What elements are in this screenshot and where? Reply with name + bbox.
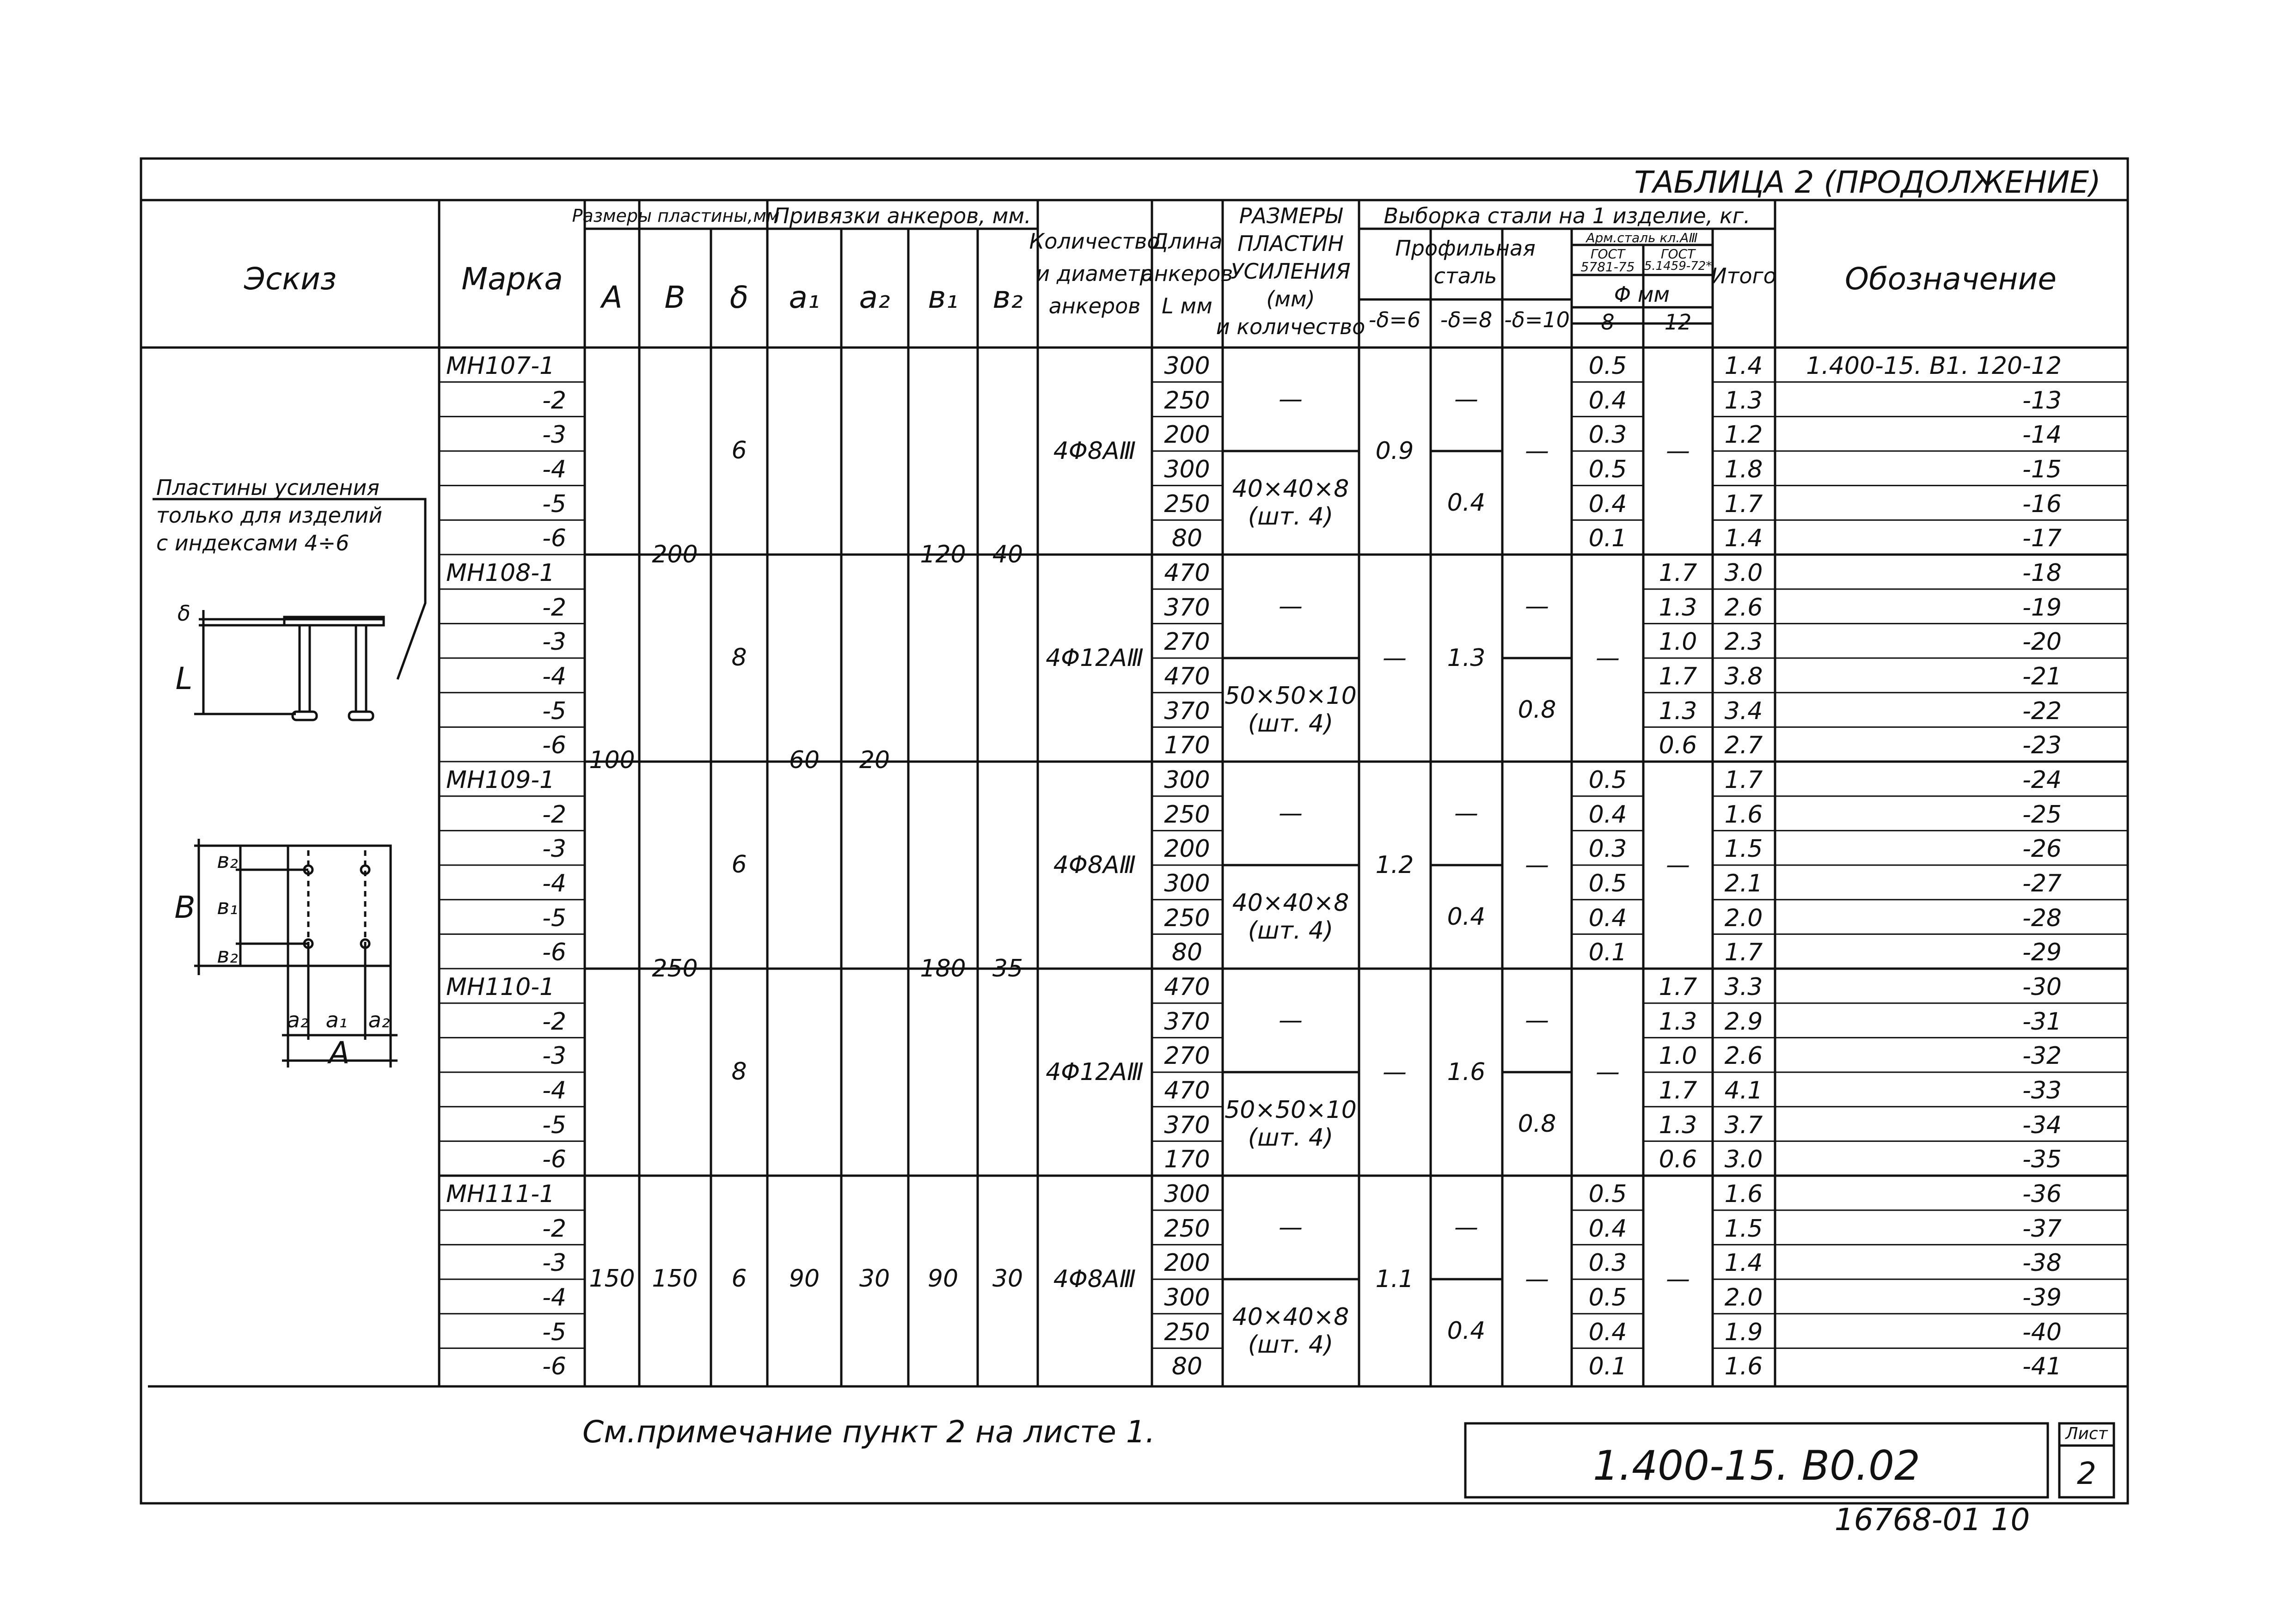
header-phi: Φ мм bbox=[1614, 282, 1670, 307]
rebar12-cell: 1.7 bbox=[1659, 559, 1697, 587]
steel-d10-dash-cell: — bbox=[1525, 592, 1549, 621]
dim-delta-6a: 6 bbox=[731, 437, 747, 464]
designation-cell: -13 bbox=[2022, 386, 2062, 415]
header-d6: -δ=6 bbox=[1368, 307, 1421, 332]
total-cell: 2.0 bbox=[1724, 1284, 1763, 1312]
document-code: 1.400-15. В0.02 bbox=[1593, 1442, 1920, 1489]
rebar8-cell: 0.5 bbox=[1588, 456, 1627, 483]
designation-cell: -25 bbox=[2022, 800, 2062, 829]
dim-b1-180: 180 bbox=[920, 955, 966, 982]
anchors-cell: 4Φ12АⅢ bbox=[1046, 644, 1144, 672]
length-cell: 370 bbox=[1164, 593, 1210, 622]
rebar8-cell: 0.4 bbox=[1588, 1214, 1627, 1243]
mark-cell: -3 bbox=[542, 1249, 566, 1277]
rebar8-cell: 0.1 bbox=[1588, 939, 1627, 967]
total-cell: 2.6 bbox=[1724, 1042, 1763, 1070]
dim-delta-8a: 8 bbox=[731, 644, 747, 671]
designation-cell: -26 bbox=[2022, 835, 2062, 863]
steel-d10-cell: 0.8 bbox=[1518, 696, 1556, 724]
length-cell: 200 bbox=[1164, 835, 1210, 863]
rebar12-cell: 1.7 bbox=[1659, 663, 1697, 691]
header-anchor-ties: Привязки анкеров, мм. bbox=[773, 203, 1031, 228]
designation-cell: -23 bbox=[2022, 732, 2062, 760]
header-gost2-a: ГОСТ bbox=[1660, 246, 1696, 262]
total-cell: 2.3 bbox=[1724, 628, 1763, 656]
header-reinf-1: РАЗМЕРЫ bbox=[1239, 203, 1342, 228]
designation-cell: -35 bbox=[2022, 1146, 2062, 1174]
total-cell: 3.4 bbox=[1724, 697, 1763, 725]
sketch-label-a1: a₁ bbox=[325, 1007, 348, 1032]
steel-d8-dash-cell: — bbox=[1454, 385, 1478, 413]
mark-cell: -5 bbox=[542, 904, 566, 932]
rebar12-cell: 1.7 bbox=[1659, 973, 1697, 1001]
mark-cell: -2 bbox=[542, 1007, 566, 1036]
dim-delta-6c: 6 bbox=[731, 1265, 747, 1293]
steel-d8-cell: 1.6 bbox=[1447, 1058, 1486, 1086]
header-d10: -δ=10 bbox=[1504, 307, 1570, 332]
rebar12-cell: 1.3 bbox=[1659, 593, 1697, 622]
steel-d6-cell: 1.1 bbox=[1375, 1265, 1414, 1294]
length-cell: 300 bbox=[1164, 766, 1210, 794]
archive-number: 16768-01 10 bbox=[1834, 1502, 2030, 1538]
sketch-label-a2-left: a₂ bbox=[287, 1007, 309, 1032]
header-reinf-2: ПЛАСТИН bbox=[1237, 231, 1344, 256]
header-mark: Марка bbox=[461, 261, 563, 297]
length-cell: 80 bbox=[1171, 525, 1203, 553]
steel-d6-cell: — bbox=[1383, 1058, 1407, 1086]
mark-cell: -4 bbox=[542, 870, 566, 898]
total-cell: 1.4 bbox=[1724, 525, 1763, 553]
reinf-dash-cell: — bbox=[1279, 592, 1303, 621]
length-cell: 200 bbox=[1164, 1249, 1210, 1277]
steel-d10-cell: — bbox=[1525, 437, 1549, 465]
designation-cell: -38 bbox=[2022, 1249, 2062, 1277]
designation-cell: -33 bbox=[2022, 1077, 2062, 1105]
length-cell: 300 bbox=[1164, 456, 1210, 483]
header-reinf-5: и количество bbox=[1216, 314, 1365, 339]
mark-cell: -6 bbox=[542, 1146, 566, 1174]
reinf-dash-cell: — bbox=[1279, 385, 1303, 413]
total-cell: 1.6 bbox=[1724, 1180, 1763, 1208]
header-a2: a₂ bbox=[859, 280, 890, 315]
rebar12-dash-cell: — bbox=[1666, 1265, 1690, 1294]
rebar12-cell: 0.6 bbox=[1659, 1146, 1697, 1174]
designation-cell: -15 bbox=[2022, 456, 2062, 483]
header-profile-1: Профильная bbox=[1395, 236, 1536, 261]
sketch-label-a2-right: a₂ bbox=[368, 1007, 390, 1032]
reinf-dash-cell: — bbox=[1279, 1214, 1303, 1242]
header-p12: 12 bbox=[1664, 310, 1692, 335]
rebar8-cell: 0.1 bbox=[1588, 525, 1627, 553]
total-cell: 1.8 bbox=[1724, 456, 1763, 483]
header-reinf-4: (мм) bbox=[1266, 287, 1315, 311]
length-cell: 80 bbox=[1171, 1353, 1203, 1381]
length-cell: 300 bbox=[1164, 870, 1210, 898]
steel-d10-cell: 0.8 bbox=[1518, 1110, 1556, 1138]
rebar8-cell: 0.4 bbox=[1588, 1318, 1627, 1346]
length-cell: 80 bbox=[1171, 939, 1203, 967]
total-cell: 1.7 bbox=[1724, 490, 1763, 518]
rebar8-cell: 0.5 bbox=[1588, 1180, 1627, 1208]
dim-b2-30: 30 bbox=[992, 1265, 1023, 1293]
length-cell: 300 bbox=[1164, 1284, 1210, 1312]
designation-cell: -29 bbox=[2022, 939, 2062, 967]
designation-cell: -24 bbox=[2022, 766, 2062, 794]
mark-cell: -6 bbox=[542, 1353, 566, 1381]
dim-delta-8b: 8 bbox=[731, 1058, 747, 1086]
steel-d8-cell: 1.3 bbox=[1447, 644, 1486, 672]
total-cell: 1.2 bbox=[1724, 421, 1763, 449]
steel-d8-cell: 0.4 bbox=[1447, 489, 1486, 517]
designation-cell: 1.400-15. В1. 120-12 bbox=[1806, 352, 2062, 380]
designation-cell: -14 bbox=[2022, 421, 2062, 449]
mark-cell: -6 bbox=[542, 732, 566, 760]
mark-cell: -3 bbox=[542, 421, 566, 449]
designation-cell: -17 bbox=[2022, 525, 2062, 553]
mark-cell: -3 bbox=[542, 1042, 566, 1070]
rebar8-cell: 0.3 bbox=[1588, 1249, 1627, 1277]
mark-cell: -6 bbox=[542, 939, 566, 967]
total-cell: 2.7 bbox=[1724, 732, 1763, 760]
rebar12-cell: 0.6 bbox=[1659, 732, 1697, 760]
header-sketch: Эскиз bbox=[244, 261, 337, 297]
dim-B-150: 150 bbox=[652, 1265, 698, 1293]
length-cell: 170 bbox=[1164, 732, 1210, 760]
length-cell: 250 bbox=[1164, 904, 1210, 932]
header-plate-sizes: Размеры пластины,мм bbox=[572, 206, 780, 226]
total-cell: 3.8 bbox=[1724, 663, 1763, 691]
header-gost1-b: 5781-75 bbox=[1580, 259, 1635, 275]
header-p8: 8 bbox=[1601, 310, 1615, 335]
total-cell: 2.6 bbox=[1724, 593, 1763, 622]
designation-cell: -27 bbox=[2022, 870, 2062, 898]
header-B: В bbox=[664, 280, 686, 315]
mark-cell: МН109-1 bbox=[446, 766, 555, 794]
header-designation: Обозначение bbox=[1845, 261, 2057, 297]
length-cell: 370 bbox=[1164, 697, 1210, 725]
steel-d10-dash-cell: — bbox=[1525, 1007, 1549, 1035]
dim-b1-120: 120 bbox=[920, 541, 966, 568]
mark-cell: -4 bbox=[542, 1284, 566, 1312]
reinf-dash-cell: — bbox=[1279, 799, 1303, 828]
sketch-label-L: L bbox=[175, 661, 193, 696]
designation-cell: -34 bbox=[2022, 1111, 2062, 1139]
length-cell: 250 bbox=[1164, 386, 1210, 415]
header-len-2: анкеров bbox=[1141, 261, 1233, 286]
length-cell: 470 bbox=[1164, 663, 1210, 691]
rebar8-cell: 0.5 bbox=[1588, 766, 1627, 794]
rebar12-dash-cell: — bbox=[1666, 851, 1690, 879]
steel-d8-cell: 0.4 bbox=[1447, 1317, 1486, 1345]
rebar8-cell: 0.3 bbox=[1588, 421, 1627, 449]
total-cell: 3.0 bbox=[1724, 1146, 1763, 1174]
footer-note: См.примечание пункт 2 на листе 1. bbox=[582, 1414, 1155, 1450]
mark-cell: -5 bbox=[542, 697, 566, 725]
length-cell: 470 bbox=[1164, 559, 1210, 587]
designation-cell: -36 bbox=[2022, 1180, 2062, 1208]
reinf-size-cell: 40×40×8 bbox=[1232, 1303, 1349, 1331]
reinf-size-cell: 40×40×8 bbox=[1232, 889, 1349, 917]
rebar12-cell: 1.3 bbox=[1659, 697, 1697, 725]
total-cell: 1.7 bbox=[1724, 939, 1763, 967]
rebar8-cell: 0.4 bbox=[1588, 386, 1627, 415]
header-gost1-a: ГОСТ bbox=[1590, 246, 1625, 262]
header-b2: в₂ bbox=[992, 280, 1023, 315]
steel-d8-dash-cell: — bbox=[1454, 1214, 1478, 1242]
dim-A-100: 100 bbox=[589, 746, 635, 774]
total-cell: 1.9 bbox=[1724, 1318, 1763, 1346]
rebar8-cell: 0.4 bbox=[1588, 904, 1627, 932]
header-profile-2: сталь bbox=[1433, 263, 1497, 288]
reinf-qty-cell: (шт. 4) bbox=[1248, 917, 1334, 945]
reinf-size-cell: 40×40×8 bbox=[1232, 475, 1349, 503]
reinf-qty-cell: (шт. 4) bbox=[1248, 1331, 1334, 1359]
steel-d10-cell: — bbox=[1525, 1265, 1549, 1294]
dim-b2-35: 35 bbox=[992, 955, 1023, 982]
steel-d8-dash-cell: — bbox=[1454, 799, 1478, 828]
header-qty-2: и диаметр bbox=[1036, 261, 1153, 286]
rebar8-cell: 0.5 bbox=[1588, 352, 1627, 380]
header-b1: в₁ bbox=[928, 280, 958, 315]
total-cell: 3.0 bbox=[1724, 559, 1763, 587]
reinf-qty-cell: (шт. 4) bbox=[1248, 503, 1334, 531]
designation-cell: -39 bbox=[2022, 1284, 2062, 1312]
designation-cell: -31 bbox=[2022, 1007, 2062, 1036]
rebar8-cell: 0.4 bbox=[1588, 800, 1627, 829]
rebar12-dash-cell: — bbox=[1666, 437, 1690, 465]
length-cell: 250 bbox=[1164, 800, 1210, 829]
designation-cell: -37 bbox=[2022, 1214, 2062, 1243]
header-a1: a₁ bbox=[789, 280, 820, 315]
total-cell: 1.6 bbox=[1724, 800, 1763, 829]
anchors-cell: 4Φ8АⅢ bbox=[1053, 437, 1136, 465]
header-steel: Выборка стали на 1 изделие, кг. bbox=[1384, 203, 1751, 228]
steel-d10-cell: — bbox=[1525, 851, 1549, 879]
rebar12-cell: 1.7 bbox=[1659, 1077, 1697, 1105]
mark-cell: -2 bbox=[542, 386, 566, 415]
designation-cell: -18 bbox=[2022, 559, 2062, 587]
reinf-size-cell: 50×50×10 bbox=[1225, 682, 1357, 710]
steel-d6-cell: — bbox=[1383, 644, 1407, 672]
designation-cell: -16 bbox=[2022, 490, 2062, 518]
mark-cell: -5 bbox=[542, 1318, 566, 1346]
mark-cell: -3 bbox=[542, 835, 566, 863]
mark-cell: МН111-1 bbox=[446, 1180, 555, 1208]
designation-cell: -22 bbox=[2022, 697, 2062, 725]
length-cell: 200 bbox=[1164, 421, 1210, 449]
length-cell: 370 bbox=[1164, 1007, 1210, 1036]
designation-cell: -19 bbox=[2022, 593, 2062, 622]
mark-cell: -4 bbox=[542, 456, 566, 483]
designation-cell: -41 bbox=[2022, 1353, 2062, 1381]
header-total: Итого bbox=[1711, 263, 1776, 288]
dim-b1-90: 90 bbox=[927, 1265, 959, 1293]
designation-cell: -30 bbox=[2022, 973, 2062, 1001]
designation-cell: -28 bbox=[2022, 904, 2062, 932]
designation-cell: -21 bbox=[2022, 663, 2062, 691]
total-cell: 2.1 bbox=[1724, 870, 1763, 898]
sketch-label-b2-bottom: в₂ bbox=[217, 943, 238, 968]
header-qty-1: Количество bbox=[1029, 229, 1160, 254]
length-cell: 370 bbox=[1164, 1111, 1210, 1139]
table-title: ТАБЛИЦА 2 (ПРОДОЛЖЕНИЕ) bbox=[1634, 165, 2101, 200]
mark-cell: -3 bbox=[542, 628, 566, 656]
rebar8-cell: 0.3 bbox=[1588, 835, 1627, 863]
rebar8-cell: 0.4 bbox=[1588, 490, 1627, 518]
total-cell: 2.0 bbox=[1724, 904, 1763, 932]
mark-cell: -2 bbox=[542, 800, 566, 829]
mark-cell: МН108-1 bbox=[446, 559, 555, 587]
dim-a1-90: 90 bbox=[789, 1265, 820, 1293]
total-cell: 1.5 bbox=[1724, 835, 1763, 863]
mark-cell: -2 bbox=[542, 593, 566, 622]
steel-d8-cell: 0.4 bbox=[1447, 903, 1486, 931]
total-cell: 1.5 bbox=[1724, 1214, 1763, 1243]
sketch-note-1: Пластины усиления bbox=[156, 475, 380, 500]
rebar8-cell: 0.5 bbox=[1588, 870, 1627, 898]
total-cell: 1.4 bbox=[1724, 352, 1763, 380]
mark-cell: МН107-1 bbox=[446, 352, 555, 380]
header-len-3: L мм bbox=[1162, 293, 1212, 318]
designation-cell: -32 bbox=[2022, 1042, 2062, 1070]
length-cell: 270 bbox=[1164, 628, 1210, 656]
length-cell: 170 bbox=[1164, 1146, 1210, 1174]
length-cell: 250 bbox=[1164, 1214, 1210, 1243]
total-cell: 3.3 bbox=[1724, 973, 1763, 1001]
dim-B-200: 200 bbox=[652, 541, 698, 568]
total-cell: 1.6 bbox=[1724, 1353, 1763, 1381]
sketch-label-delta: δ bbox=[177, 601, 191, 626]
sketch-label-A: А bbox=[329, 1035, 350, 1071]
mark-cell: -4 bbox=[542, 1077, 566, 1105]
length-cell: 470 bbox=[1164, 1077, 1210, 1105]
rebar8-dash-cell: — bbox=[1596, 644, 1620, 672]
length-cell: 300 bbox=[1164, 1180, 1210, 1208]
total-cell: 1.3 bbox=[1724, 386, 1763, 415]
total-cell: 4.1 bbox=[1724, 1077, 1763, 1105]
total-cell: 1.4 bbox=[1724, 1249, 1763, 1277]
header-delta: δ bbox=[729, 280, 749, 315]
dim-b2-40: 40 bbox=[992, 541, 1023, 568]
sketch-label-b1: в₁ bbox=[217, 894, 238, 919]
reinf-size-cell: 50×50×10 bbox=[1225, 1096, 1357, 1124]
header-rebar: Арм.сталь кл.АⅢ bbox=[1586, 230, 1698, 245]
header-d8: -δ=8 bbox=[1440, 307, 1493, 332]
reinf-qty-cell: (шт. 4) bbox=[1248, 1124, 1334, 1152]
length-cell: 470 bbox=[1164, 973, 1210, 1001]
total-cell: 1.7 bbox=[1724, 766, 1763, 794]
steel-d6-cell: 1.2 bbox=[1375, 851, 1414, 879]
sketch-label-b2-top: в₂ bbox=[217, 848, 238, 873]
sketch-note-3: с индексами 4÷6 bbox=[156, 531, 349, 555]
dim-B-250: 250 bbox=[652, 955, 698, 982]
rebar12-cell: 1.3 bbox=[1659, 1007, 1697, 1036]
anchors-cell: 4Φ8АⅢ bbox=[1053, 851, 1136, 879]
length-cell: 250 bbox=[1164, 490, 1210, 518]
length-cell: 270 bbox=[1164, 1042, 1210, 1070]
mark-cell: МН110-1 bbox=[446, 973, 555, 1001]
header-qty-3: анкеров bbox=[1048, 293, 1141, 318]
dim-a2-20: 20 bbox=[859, 746, 890, 774]
designation-cell: -40 bbox=[2022, 1318, 2062, 1346]
dim-a1-60: 60 bbox=[789, 746, 820, 774]
sheet-number: 2 bbox=[2077, 1456, 2096, 1491]
rebar8-dash-cell: — bbox=[1596, 1058, 1620, 1086]
rebar12-cell: 1.0 bbox=[1659, 1042, 1697, 1070]
steel-d6-cell: 0.9 bbox=[1375, 437, 1414, 465]
dim-a2-30: 30 bbox=[859, 1265, 890, 1293]
sketch-label-B: В bbox=[174, 890, 196, 925]
header-gost2-b: 5.1459-72* bbox=[1644, 259, 1712, 273]
rebar8-cell: 0.1 bbox=[1588, 1353, 1627, 1381]
header-reinf-3: УСИЛЕНИЯ bbox=[1231, 259, 1351, 284]
rebar8-cell: 0.5 bbox=[1588, 1284, 1627, 1312]
reinf-dash-cell: — bbox=[1279, 1007, 1303, 1035]
rebar12-cell: 1.3 bbox=[1659, 1111, 1697, 1139]
sketch-note-2: только для изделий bbox=[156, 503, 383, 528]
rebar12-cell: 1.0 bbox=[1659, 628, 1697, 656]
reinf-qty-cell: (шт. 4) bbox=[1248, 710, 1334, 738]
sheet-label: Лист bbox=[2065, 1424, 2108, 1443]
mark-cell: -5 bbox=[542, 1111, 566, 1139]
anchors-cell: 4Φ12АⅢ bbox=[1046, 1058, 1144, 1086]
length-cell: 250 bbox=[1164, 1318, 1210, 1346]
length-cell: 300 bbox=[1164, 352, 1210, 380]
mark-cell: -2 bbox=[542, 1214, 566, 1243]
mark-cell: -5 bbox=[542, 490, 566, 518]
header-len-1: Длина bbox=[1151, 229, 1223, 254]
anchors-cell: 4Φ8АⅢ bbox=[1053, 1265, 1136, 1294]
header-A: А bbox=[601, 280, 623, 315]
designation-cell: -20 bbox=[2022, 628, 2062, 656]
dim-delta-6b: 6 bbox=[731, 851, 747, 879]
dim-A-150: 150 bbox=[589, 1265, 635, 1293]
mark-cell: -4 bbox=[542, 663, 566, 691]
mark-cell: -6 bbox=[542, 525, 566, 553]
total-cell: 3.7 bbox=[1724, 1111, 1763, 1139]
total-cell: 2.9 bbox=[1724, 1007, 1763, 1036]
